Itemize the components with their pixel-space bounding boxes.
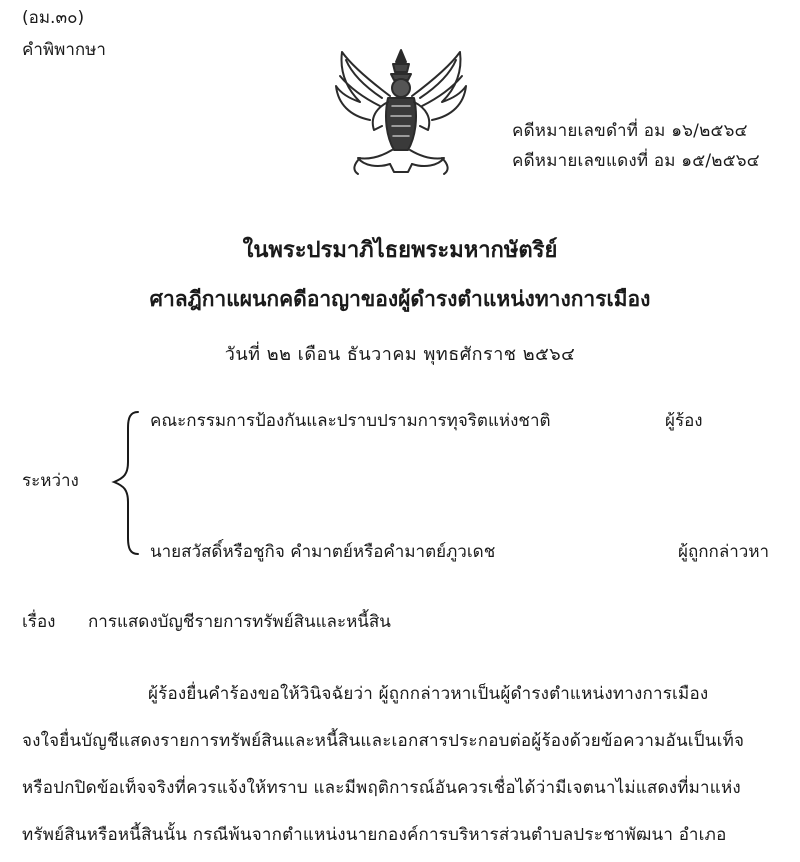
plaintiff-role: ผู้ร้อง <box>665 411 703 431</box>
defendant-role: ผู้ถูกกล่าวหา <box>678 542 770 562</box>
royal-heading: ในพระปรมาภิไธยพระมหากษัตริย์ <box>242 238 558 263</box>
curly-brace-icon <box>108 398 148 568</box>
body-line-3: หรือปกปิดข้อเท็จจริงที่ควรแจ้งให้ทราบ และมีพฤติการณ์อันควรเชื่อได้ว่ามีเจตนาไม่แสดงที่มาแห่ง <box>22 778 741 798</box>
subject-text: การแสดงบัญชีรายการทรัพย์สินและหนี้สิน <box>88 612 391 632</box>
plaintiff-name: คณะกรรมการป้องกันและปราบปรามการทุจริตแห่งชาติ <box>150 411 551 431</box>
black-case-number: คดีหมายเลขดำที่ อม ๑๖/๒๕๖๔ <box>512 121 748 141</box>
garuda-emblem-icon <box>330 46 472 176</box>
body-line-4: ทรัพย์สินหรือหนี้สินนั้น กรณีพ้นจากตำแหน่งนายกองค์การบริหารส่วนตำบลประชาพัฒนา อำเภอ <box>22 825 727 845</box>
form-code: (อม.๓๐) <box>22 8 85 28</box>
judgment-date: วันที่ ๒๒ เดือน ธันวาคม พุทธศักราช ๒๕๖๔ <box>224 344 576 365</box>
between-label: ระหว่าง <box>22 471 79 491</box>
court-heading: ศาลฎีกาแผนกคดีอาญาของผู้ดำรงตำแหน่งทางการเมือง <box>149 287 651 311</box>
red-case-number: คดีหมายเลขแดงที่ อม ๑๕/๒๕๖๔ <box>512 151 760 171</box>
defendant-name: นายสวัสดิ์หรือชูกิจ คำมาตย์หรือคำมาตย์ภูวเดช <box>150 542 496 562</box>
document-type: คำพิพากษา <box>22 40 106 60</box>
body-line-2: จงใจยื่นบัญชีแสดงรายการทรัพย์สินและหนี้สินและเอกสารประกอบต่อผู้ร้องด้วยข้อความอันเป็นเท็จ <box>22 731 745 751</box>
subject-label: เรื่อง <box>22 612 56 632</box>
body-line-1: ผู้ร้องยื่นคำร้องขอให้วินิจฉัยว่า ผู้ถูกกล่าวหาเป็นผู้ดำรงตำแหน่งทางการเมือง <box>148 684 709 704</box>
